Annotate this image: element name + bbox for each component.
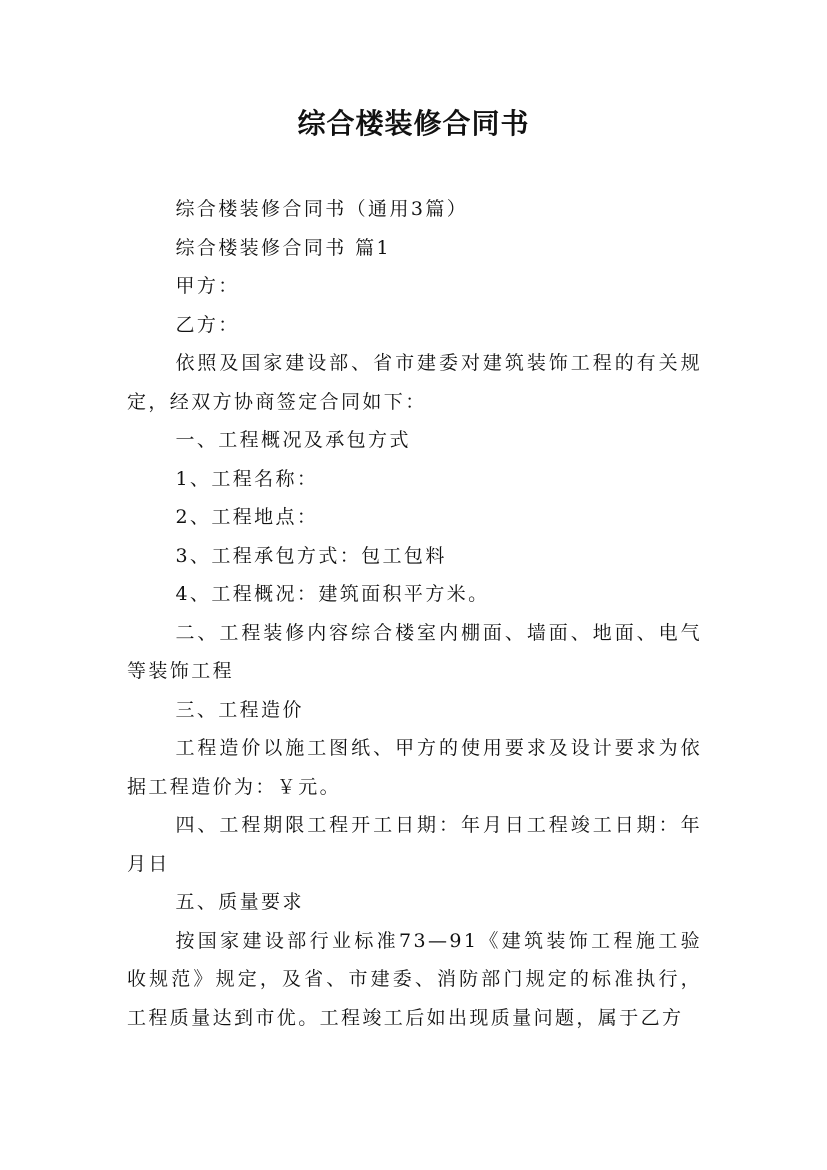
paragraph: 三、工程造价 xyxy=(175,698,304,721)
paragraph: 一、工程概况及承包方式 xyxy=(175,429,411,451)
paragraph: 乙方： xyxy=(175,313,240,336)
document-title: 综合楼装修合同书 xyxy=(297,107,530,140)
paragraph: 综合楼装修合同书 篇1 xyxy=(175,236,391,259)
paragraph: 五、质量要求 xyxy=(175,891,304,913)
paragraph: 1、工程名称： xyxy=(175,467,319,490)
paragraph: 二、工程装修内容综合楼室内棚面、墙面、地面、电气等装饰工程 xyxy=(127,621,702,682)
paragraph: 4、工程概况：建筑面积平方米。 xyxy=(175,583,490,605)
paragraph: 3、工程承包方式：包工包料 xyxy=(175,544,447,567)
paragraph: 按国家建设部行业标准73—91《建筑装饰工程施工验收规范》规定，及省、市建委、消防部门规定的标准执行，工程质量达到市优。工程竣工后如出现质量问题，属于乙方 xyxy=(127,929,702,1029)
paragraph: 2、工程地点： xyxy=(175,506,319,528)
paragraph: 综合楼装修合同书（通用3篇） xyxy=(175,198,469,220)
paragraph: 四、工程期限工程开工日期：年月日工程竣工日期：年月日 xyxy=(127,814,702,875)
document-body xyxy=(127,190,702,1037)
paragraph: 甲方： xyxy=(175,275,240,297)
paragraph: 工程造价以施工图纸、甲方的使用要求及设计要求为依据工程造价为：￥元。 xyxy=(127,737,702,798)
paragraph: 依照及国家建设部、省市建委对建筑装饰工程的有关规定，经双方协商签定合同如下： xyxy=(127,352,702,413)
